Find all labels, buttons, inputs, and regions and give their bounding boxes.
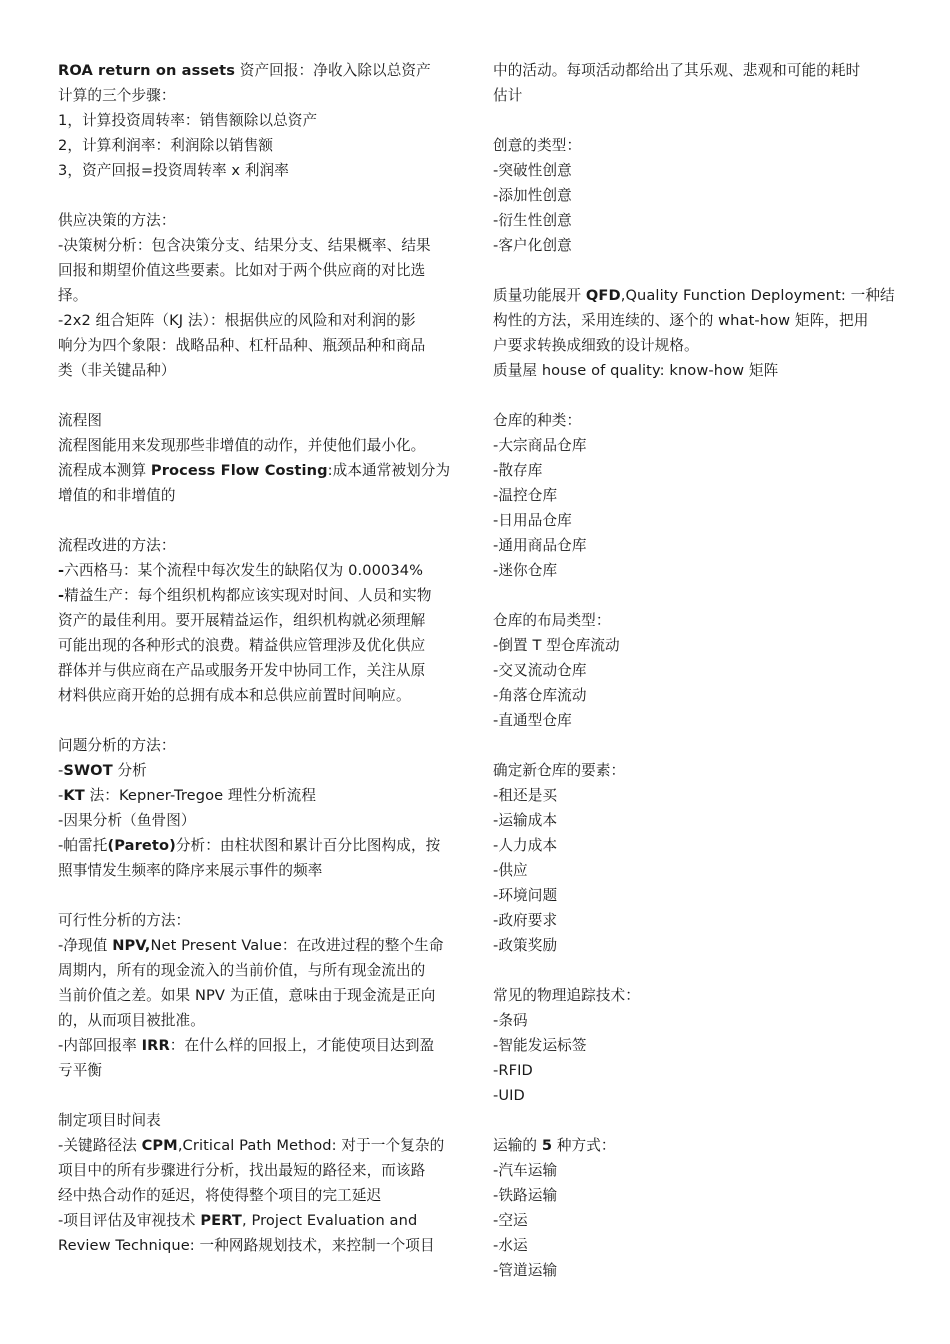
pareto-line bbox=[58, 833, 460, 858]
supply-decision-line: 类（非关键品种） bbox=[58, 362, 176, 379]
text-span: 法：Kepner-Tregoe 理性分析流程 bbox=[84, 787, 317, 804]
list-item: -租还是买 bbox=[493, 787, 558, 804]
list-item: -客户化创意 bbox=[493, 237, 572, 254]
spacer bbox=[58, 1083, 460, 1108]
npv-line: 当前价值之差。如果 NPV 为正值，意味由于现金流是正向 bbox=[58, 987, 436, 1004]
spacer bbox=[493, 383, 895, 408]
text-span: , Project Evaluation and bbox=[241, 1212, 418, 1229]
text-span: 分析 bbox=[112, 762, 147, 779]
list-item: -日用品仓库 bbox=[493, 512, 572, 529]
list-item: -RFID bbox=[493, 1062, 533, 1079]
spacer bbox=[493, 258, 895, 283]
list-item: -管道运输 bbox=[493, 1262, 558, 1279]
qfd-line: 构性的方法，采用连续的、逐个的 what-how 矩阵，把用 bbox=[493, 312, 869, 329]
lean-line: 可能出现的各种形式的浪费。精益供应管理涉及优化供应 bbox=[58, 637, 426, 654]
pert-term: PERT bbox=[200, 1212, 242, 1229]
transport-count: 5 bbox=[541, 1137, 553, 1154]
text-span: Net Present Value：在改进过程的整个生命 bbox=[150, 937, 444, 954]
cpm-line: 经中热合动作的延迟，将使得整个项目的完工延迟 bbox=[58, 1187, 382, 1204]
text-span: 六西格马：某个流程中每次发生的缺陷仅为 0.00034% bbox=[64, 562, 424, 579]
flowchart-heading: 流程图 bbox=[58, 412, 103, 429]
npv-line: 的，从而项目被批准。 bbox=[58, 1012, 205, 1029]
problem-analysis-heading: 问题分析的方法： bbox=[58, 737, 176, 754]
roa-steps-heading: 计算的三个步骤： bbox=[58, 87, 176, 104]
text-span: - bbox=[58, 787, 64, 804]
pareto-line: 照事情发生频率的降序来展示事件的频率 bbox=[58, 862, 323, 879]
lean-line: 资产的最佳利用。要开展精益运作，组织机构就必须理解 bbox=[58, 612, 426, 629]
flowchart-costing-line bbox=[58, 458, 460, 483]
list-item: -衍生性创意 bbox=[493, 212, 572, 229]
list-item: -角落仓库流动 bbox=[493, 687, 587, 704]
list-item: -散存库 bbox=[493, 462, 543, 479]
list-item: -环境问题 bbox=[493, 887, 558, 904]
irr-term: IRR bbox=[141, 1037, 170, 1054]
spacer bbox=[58, 508, 460, 533]
npv-line: 周期内，所有的现金流入的当前价值，与所有现金流出的 bbox=[58, 962, 426, 979]
text-span: -关键路径法 bbox=[58, 1137, 142, 1154]
list-item: -供应 bbox=[493, 862, 528, 879]
spacer bbox=[493, 1108, 895, 1133]
spacer bbox=[493, 733, 895, 758]
supply-decision-heading: 供应决策的方法： bbox=[58, 212, 176, 229]
kt-term: KT bbox=[63, 787, 85, 804]
process-improvement-heading: 流程改进的方法： bbox=[58, 537, 176, 554]
list-item: -通用商品仓库 bbox=[493, 537, 587, 554]
list-item: -汽车运输 bbox=[493, 1162, 558, 1179]
spacer bbox=[493, 108, 895, 133]
flowchart-line: 流程图能用来发现那些非增值的动作，并使他们最小化。 bbox=[58, 437, 426, 454]
list-item: -直通型仓库 bbox=[493, 712, 572, 729]
spacer bbox=[58, 183, 460, 208]
supply-decision-line: 响分为四个象限：战略品种、杠杆品种、瓶颈品种和商品 bbox=[58, 337, 426, 354]
tracking-heading: 常见的物理追踪技术： bbox=[493, 987, 640, 1004]
list-item: -迷你仓库 bbox=[493, 562, 558, 579]
irr-line: 亏平衡 bbox=[58, 1062, 103, 1079]
pert-line bbox=[58, 1208, 460, 1233]
text-span: -内部回报率 bbox=[58, 1037, 142, 1054]
cpm-term: CPM bbox=[141, 1137, 178, 1154]
supply-decision-line: 择。 bbox=[58, 287, 88, 304]
text-span: ：在什么样的回报上，才能使项目达到盈 bbox=[169, 1037, 435, 1054]
irr-line bbox=[58, 1033, 460, 1058]
right-column bbox=[493, 58, 895, 1283]
new-warehouse-heading: 确定新仓库的要素： bbox=[493, 762, 626, 779]
text-span: -净现值 bbox=[58, 937, 113, 954]
pareto-term: (Pareto) bbox=[107, 837, 176, 854]
list-item: -交叉流动仓库 bbox=[493, 662, 587, 679]
bullet-dash: - bbox=[58, 587, 65, 604]
supply-decision-line: 回报和期望价值这些要素。比如对于两个供应商的对比选 bbox=[58, 262, 426, 279]
roa-term: ROA return on assets bbox=[58, 62, 236, 79]
text-span: 精益生产：每个组织机构都应该实现对时间、人员和实物 bbox=[64, 587, 432, 604]
roa-definition bbox=[58, 58, 460, 83]
text-span: :成本通常被划分为 bbox=[327, 462, 451, 479]
list-item: -条码 bbox=[493, 1012, 528, 1029]
list-item: -UID bbox=[493, 1087, 525, 1104]
lean-line: 材料供应商开始的总拥有成本和总供应前置时间响应。 bbox=[58, 687, 411, 704]
list-item: -水运 bbox=[493, 1237, 528, 1254]
text-span: 种方式： bbox=[552, 1137, 616, 1154]
text-span: - bbox=[58, 762, 64, 779]
list-item: -空运 bbox=[493, 1212, 528, 1229]
text-span: 质量功能展开 bbox=[493, 287, 586, 304]
npv-line bbox=[58, 933, 460, 958]
bullet-dash: - bbox=[58, 562, 65, 579]
supply-decision-line: -决策树分析：包含决策分支、结果分支、结果概率、结果 bbox=[58, 237, 431, 254]
flowchart-line: 增值的和非增值的 bbox=[58, 487, 176, 504]
list-item: -政府要求 bbox=[493, 912, 558, 929]
house-of-quality-line: 质量屋 house of quality: know-how 矩阵 bbox=[493, 362, 779, 379]
text-span: 分析：由柱状图和累计百分比图构成，按 bbox=[175, 837, 441, 854]
pert-continued-line: 中的活动。每项活动都给出了其乐观、悲观和可能的耗时 bbox=[493, 62, 861, 79]
spacer bbox=[58, 383, 460, 408]
list-item: -政策奖励 bbox=[493, 937, 558, 954]
list-item: -温控仓库 bbox=[493, 487, 558, 504]
list-item: -铁路运输 bbox=[493, 1187, 558, 1204]
process-flow-costing-term: Process Flow Costing bbox=[150, 462, 328, 479]
text-span: 运输的 bbox=[493, 1137, 542, 1154]
roa-step-1: 1，计算投资周转率：销售额除以总资产 bbox=[58, 112, 318, 129]
text-span: 流程成本测算 bbox=[58, 462, 151, 479]
spacer bbox=[58, 708, 460, 733]
cpm-line bbox=[58, 1133, 460, 1158]
list-item: -大宗商品仓库 bbox=[493, 437, 587, 454]
list-item: -突破性创意 bbox=[493, 162, 572, 179]
roa-definition-text: 资产回报：净收入除以总资产 bbox=[235, 62, 431, 79]
swot-line bbox=[58, 758, 460, 783]
list-item: -人力成本 bbox=[493, 837, 558, 854]
list-item: -智能发运标签 bbox=[493, 1037, 587, 1054]
text-span: ,Quality Function Deployment: 一种结 bbox=[620, 287, 895, 304]
roa-step-2: 2，计算利润率：利润除以销售额 bbox=[58, 137, 274, 154]
list-item: -添加性创意 bbox=[493, 187, 572, 204]
supply-decision-line: -2x2 组合矩阵（KJ 法）：根据供应的风险和对利润的影 bbox=[58, 312, 416, 329]
qfd-term: QFD bbox=[585, 287, 621, 304]
text-span: ,Critical Path Method: 对于一个复杂的 bbox=[177, 1137, 445, 1154]
warehouse-types-heading: 仓库的种类： bbox=[493, 412, 582, 429]
cpm-line: 项目中的所有步骤进行分析，找出最短的路径来，而该路 bbox=[58, 1162, 426, 1179]
left-column bbox=[58, 58, 460, 1258]
kt-line bbox=[58, 783, 460, 808]
qfd-line bbox=[493, 283, 895, 308]
swot-term: SWOT bbox=[63, 762, 113, 779]
pert-continued-line: 估计 bbox=[493, 87, 523, 104]
lean-line bbox=[58, 583, 460, 608]
spacer bbox=[493, 958, 895, 983]
warehouse-layout-heading: 仓库的布局类型： bbox=[493, 612, 611, 629]
text-span: -帕雷托 bbox=[58, 837, 108, 854]
spacer bbox=[58, 883, 460, 908]
roa-step-3: 3，资产回报=投资周转率 x 利润率 bbox=[58, 162, 289, 179]
creativity-heading: 创意的类型： bbox=[493, 137, 582, 154]
fishbone-line: -因果分析（鱼骨图） bbox=[58, 812, 196, 829]
transport-heading bbox=[493, 1133, 895, 1158]
spacer bbox=[493, 583, 895, 608]
qfd-line: 户要求转换成细致的设计规格。 bbox=[493, 337, 699, 354]
text-span: -项目评估及审视技术 bbox=[58, 1212, 201, 1229]
list-item: -运输成本 bbox=[493, 812, 558, 829]
schedule-heading: 制定项目时间表 bbox=[58, 1112, 161, 1129]
feasibility-heading: 可行性分析的方法： bbox=[58, 912, 191, 929]
list-item: -倒置 T 型仓库流动 bbox=[493, 637, 620, 654]
pert-line: Review Technique: 一种网路规划技术，来控制一个项目 bbox=[58, 1237, 435, 1254]
lean-line: 群体并与供应商在产品或服务开发中协同工作，关注从原 bbox=[58, 662, 426, 679]
npv-term: NPV, bbox=[112, 937, 151, 954]
six-sigma-line bbox=[58, 558, 460, 583]
